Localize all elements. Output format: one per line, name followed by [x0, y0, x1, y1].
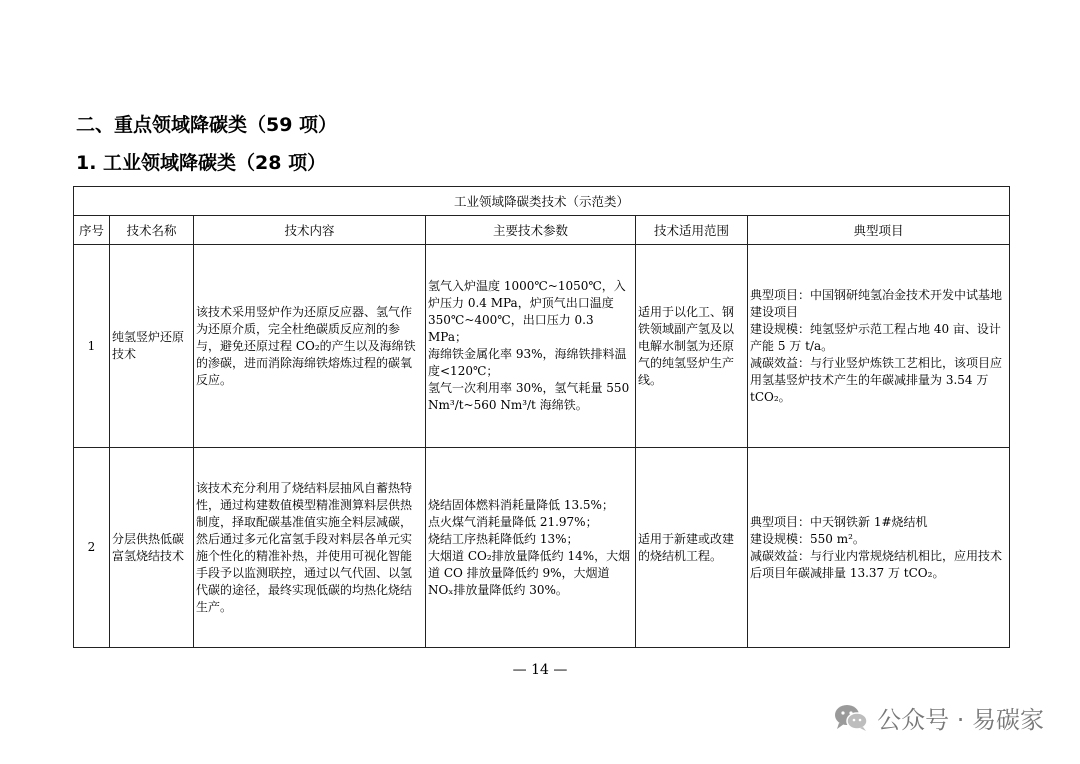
page-number: — 14 —: [512, 662, 568, 678]
project-line: 建设规模：纯氢竖炉示范工程占地 40 亩、设计产能 5 万 t/a。: [750, 321, 1001, 353]
row-num: 2: [74, 448, 110, 648]
table-header-row: [74, 216, 1010, 245]
project-line: 典型项目：中国钢研纯氢冶金技术开发中试基地建设项目: [750, 287, 1003, 319]
subsection-heading: 1. 工业领域降碳类（28 项）: [76, 152, 327, 174]
row-scope: 适用于以化工、钢铁领域副产氢及以电解水制氢为还原气的纯氢竖炉生产线。: [636, 245, 748, 448]
row-content: 该技术采用竖炉作为还原反应器、氢气作为还原介质，完全杜绝碳质反应剂的参与，避免还原过程 CO₂的产生以及海绵铁的渗碳，进而消除海绵铁熔炼过程的碳氧反应。: [194, 245, 426, 448]
project-line: 建设规模：550 m²。: [750, 531, 865, 546]
param-line: 点火煤气消耗量降低 21.97%；: [428, 514, 598, 529]
param-line: 海绵铁金属化率 93%，海绵铁排料温度<120℃；: [428, 347, 627, 378]
row-project: [748, 245, 1010, 448]
table-row: [74, 448, 1010, 648]
header-content: 技术内容: [194, 216, 426, 245]
row-tech-name: 分层供热低碳富氢烧结技术: [110, 448, 194, 648]
project-line: 减碳效益：与行业竖炉炼铁工艺相比，该项目应用氢基竖炉技术产生的年碳减排量为 3.54 万 tCO₂。: [750, 355, 1003, 404]
param-line: 大烟道 CO₂排放量降低约 14%，大烟道 CO 排放量降低约 9%，大烟道 NOₓ排放量降低约 30%。: [428, 548, 631, 597]
param-line: 氢气一次利用率 30%，氢气耗量 550 Nm³/t~560 Nm³/t 海绵铁。: [428, 381, 630, 412]
param-line: 氢气入炉温度 1000℃~1050℃，入炉压力 0.4 MPa，炉顶气出口温度 350℃~400℃，出口压力 0.3 MPa；: [428, 279, 626, 344]
row-scope: 适用于新建或改建的烧结机工程。: [636, 448, 748, 648]
watermark: [833, 700, 1044, 735]
table-caption: 工业领域降碳类技术（示范类）: [74, 187, 1010, 216]
row-tech-name: 纯氢竖炉还原技术: [110, 245, 194, 448]
table-row: [74, 245, 1010, 448]
row-params: [426, 448, 636, 648]
row-num: 1: [74, 245, 110, 448]
row-project: [748, 448, 1010, 648]
row-content: 该技术充分利用了烧结料层抽风自蓄热特性，通过构建数值模型精准测算料层供热制度，择取配碳基准值实施全料层减碳，然后通过多元化富氢手段对料层各单元实施个性化的精准补热，并使用可视化智能手段予以监测联控，通过以气代固、以氢代碳的途径，最终实现低碳的均热化烧结生产。: [194, 448, 426, 648]
row-params: [426, 245, 636, 448]
header-params: 主要技术参数: [426, 216, 636, 245]
header-scope: 技术适用范围: [636, 216, 748, 245]
header-name: 技术名称: [110, 216, 194, 245]
param-line: 烧结固体燃料消耗量降低 13.5%；: [428, 497, 614, 512]
project-line: 减碳效益：与行业内常规烧结机相比，应用技术后项目年碳减排量 13.37 万 tCO₂。: [750, 548, 1003, 580]
header-num: 序号: [74, 216, 110, 245]
param-line: 烧结工序热耗降低约 13%；: [428, 531, 579, 546]
header-project: 典型项目: [748, 216, 1010, 245]
watermark-text: 公众号 · 易碳家: [877, 706, 1044, 734]
project-line: 典型项目：中天钢铁新 1#烧结机: [750, 514, 928, 529]
wechat-icon: [833, 703, 869, 733]
section-heading: 二、重点领域降碳类（59 项）: [76, 114, 338, 136]
technology-table: [73, 186, 1010, 648]
table-caption-row: [74, 187, 1010, 216]
